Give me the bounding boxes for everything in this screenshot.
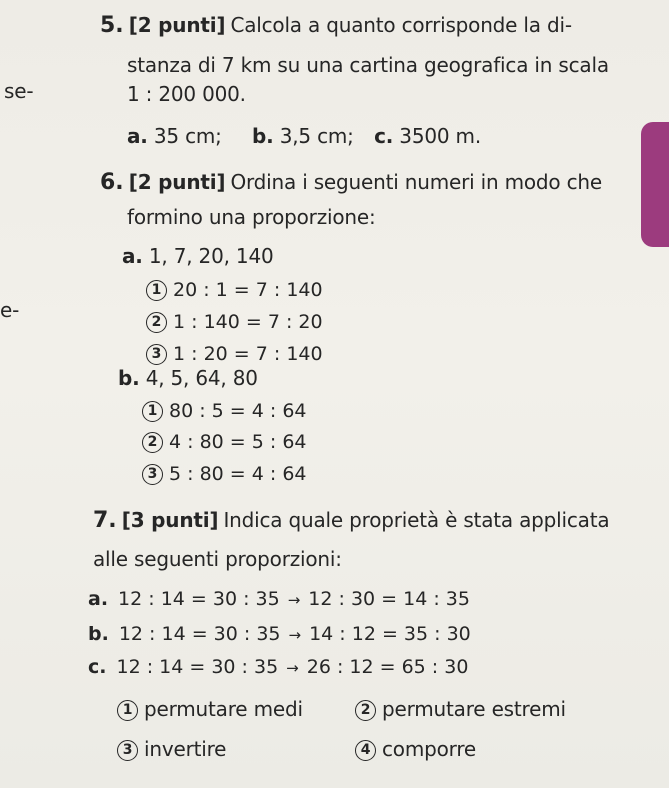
proportion-to: 12 : 30 = 14 : 35 [308,588,470,610]
answer-options [127,124,481,148]
question-text: formino una proporzione: [127,205,376,229]
item-numbers: 1, 7, 20, 140 [148,244,274,268]
proportion-choice [142,431,307,453]
item-letter: b. [88,623,109,645]
item-numbers: 4, 5, 64, 80 [145,366,258,390]
proportion-transform [88,656,468,678]
proportion-from: 12 : 14 = 30 : 35 [118,588,280,610]
property-text: invertire [144,737,227,761]
proportion-from: 12 : 14 = 30 : 35 [116,656,279,678]
proportion: 4 : 80 = 5 : 64 [169,431,307,453]
margin-fragment: e- [0,298,20,322]
property-option [117,697,303,721]
circled-number: 1 [142,401,163,422]
arrow-right-icon: → [288,626,302,644]
property-option [117,737,226,761]
question-points: [2 punti] [128,13,226,37]
question-number: 5. [100,13,124,38]
proportion: 5 : 80 = 4 : 64 [169,463,307,485]
proportion-choice [142,400,307,422]
circled-number: 3 [117,740,138,761]
proportion-to: 14 : 12 = 35 : 30 [309,623,471,645]
proportion-choice [146,311,323,333]
item-letter: a. [88,588,109,610]
proportion-to: 26 : 12 = 65 : 30 [306,656,469,678]
property-text: permutare estremi [382,697,566,721]
option-letter: c. [374,124,394,148]
circled-number: 2 [355,700,376,721]
proportion-transform [88,588,470,610]
option-letter: a. [127,124,148,148]
question-text: Ordina i seguenti numeri in modo che [230,170,602,194]
proportion-choice [142,463,307,485]
question-points: [3 punti] [121,508,219,532]
circled-number: 4 [355,740,376,761]
property-option [355,737,476,761]
question-number: 6. [100,170,124,195]
circled-number: 1 [146,280,167,301]
proportion: 1 : 20 = 7 : 140 [173,343,323,365]
arrow-right-icon: → [286,659,299,677]
scale-value: 1 : 200 000. [127,82,246,106]
question-number: 7. [93,508,117,533]
question-text: alle seguenti proporzioni: [93,547,342,571]
margin-fragment: se- [4,79,34,103]
circled-number: 2 [146,312,167,333]
question-text: Calcola a quanto corrisponde la di- [230,13,572,37]
section-tab [641,122,669,247]
option-text: 35 cm; [153,124,222,148]
item-letter: c. [88,656,107,678]
property-option [355,697,566,721]
question-text: Indica quale proprietà è stata applicata [223,508,610,532]
proportion: 80 : 5 = 4 : 64 [169,400,307,422]
proportion-transform [88,623,471,645]
option-text: 3,5 cm; [279,124,354,148]
proportion-from: 12 : 14 = 30 : 35 [118,623,281,645]
item-letter: b. [118,366,140,390]
item-letter: a. [122,244,143,268]
circled-number: 3 [146,344,167,365]
proportion-choice [146,343,323,365]
property-text: comporre [382,737,477,761]
option-letter: b. [252,124,274,148]
circled-number: 2 [142,432,163,453]
arrow-right-icon: → [287,591,301,609]
circled-number: 1 [117,700,138,721]
circled-number: 3 [142,464,163,485]
option-text: 3500 m. [399,124,481,148]
proportion-choice [146,279,323,301]
proportion: 20 : 1 = 7 : 140 [173,279,323,301]
property-text: permutare medi [144,697,303,721]
question-points: [2 punti] [128,170,226,194]
proportion: 1 : 140 = 7 : 20 [173,311,323,333]
question-text: stanza di 7 km su una cartina geografica in scala [127,53,609,77]
